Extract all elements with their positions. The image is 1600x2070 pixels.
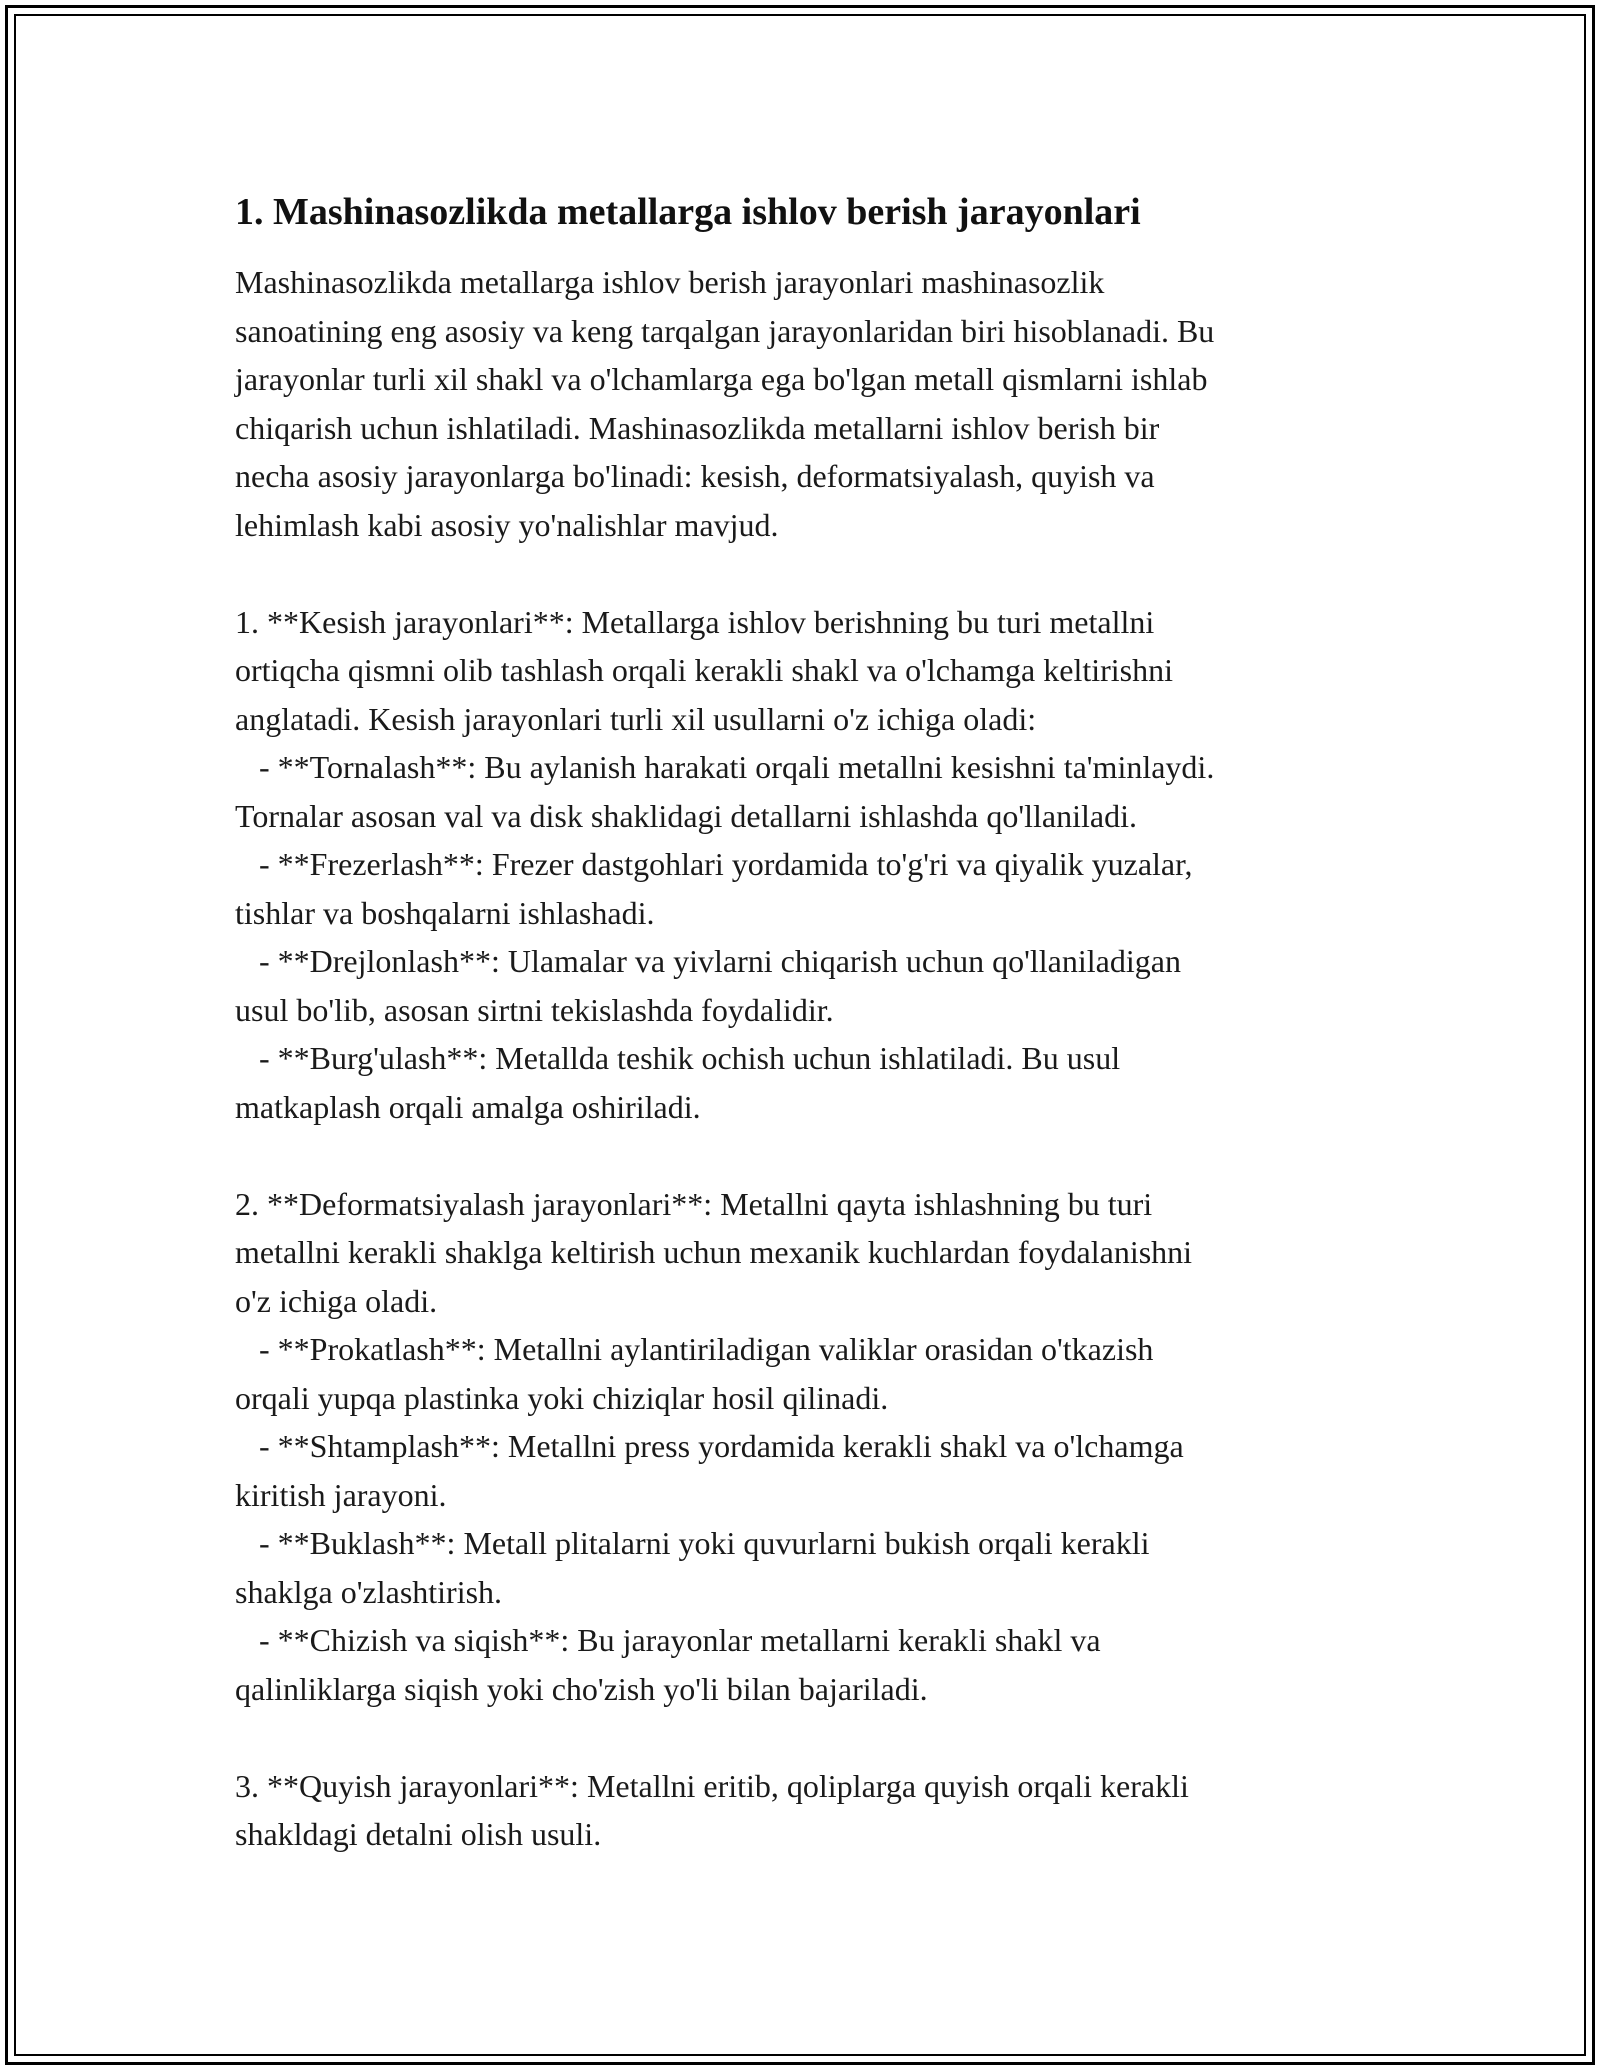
document-body: Mashinasozlikda metallarga ishlov berish jarayonlari mashinasozlik sanoatining eng asosiy va keng tarqalgan jarayonlaridan biri hisoblanadi. Bu jarayonlar turli xil shakl va o'lchamlarga ega bo'lgan metall qismlarni ishlab chiqarish uchun ishlatiladi. Mashinasozlikda metallarni ishlov berish bir necha asosiy jarayonlarga bo'linadi: kesish, deformatsiyalash, quyish va lehimlash kabi asosiy yo'nalishlar mavjud. 1. **Kesish jarayonlari**: Metallarga ishlov berishning bu turi metallni ortiqcha qismni olib tashlash orqali kerakli shakl va o'lchamga keltirishni anglatadi. Kesish jarayonlari turli xil usullarni o'z ichiga oladi: - **Tornalash**: Bu aylanish harakati orqali metallni kesishni ta'minlaydi. Tornalar asosan val va disk shaklidagi detallarni ishlashda qo'llaniladi. - **Frezerlash**: Frezer dastgohlari yordamida to'g'ri va qiyalik yuzalar, tishlar va boshqalarni ishlashadi. - **Drejlonlash**: Ulamalar va yivlarni chiqarish uchun qo'llaniladigan usul bo'lib, asosan sirtni tekislashda foydalidir. - **Burg'ulash**: Metallda teshik ochish uchun ishlatiladi. Bu usul matkaplash orqali amalga oshiriladi. 2. **Deformatsiyalash jarayonlari**: Metallni qayta ishlashning bu turi metallni kerakli shaklga keltirish uchun mexanik kuchlardan foydalanishni o'z ichiga oladi. - **Prokatlash**: Metallni aylantiriladigan valiklar orasidan o'tkazish orqali yupqa plastinka yoki chiziqlar hosil qilinadi. - **Shtamplash**: Metallni press yordamida kerakli shakl va o'lchamga kiritish jarayoni. - **Buklash**: Metall plitalarni yoki quvurlarni bukish orqali kerakli shaklga o'zlashtirish. - **Chizish va siqish**: Bu jarayonlar metallarni kerakli shakl va qalinliklarga siqish yoki cho'zish yo'li bilan bajariladi. 3. **Quyish jarayonlari**: Metallni eritib, qoliplarga quyish orqali kerakli shakldagi detalni olish usuli. [235, 264, 1215, 1852]
document-content [235, 186, 1365, 1859]
document-title: 1. Mashinasozlikda metallarga ishlov berish jarayonlari [235, 191, 1141, 233]
